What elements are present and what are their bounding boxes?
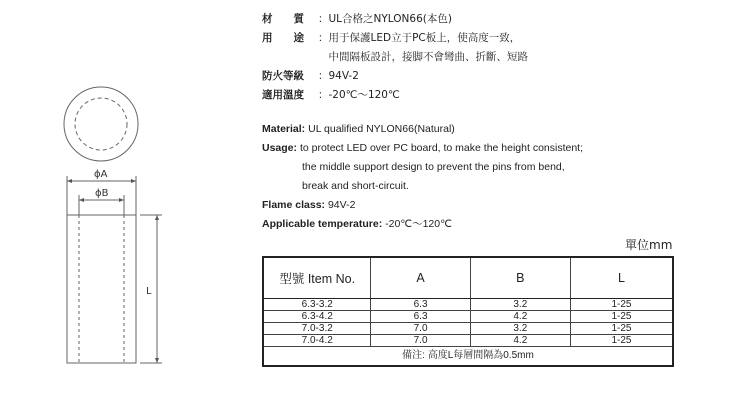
header-a: A [371, 257, 470, 299]
flame-label: Flame class: [262, 199, 326, 211]
cell-item: 7.0-3.2 [263, 323, 371, 335]
table-row [263, 335, 673, 347]
header-l: L [570, 257, 673, 299]
table-row [263, 311, 673, 323]
cell-a: 7.0 [371, 323, 470, 335]
header-item-no: 型號 Item No. [263, 257, 371, 299]
cell-b: 3.2 [470, 299, 570, 311]
spec-zh-row: 用 途 ： 用于保護LED立于PC板上，使高度一致， [262, 29, 528, 48]
table-row [263, 323, 673, 335]
spec-zh-row [262, 48, 528, 67]
cell-item: 7.0-4.2 [263, 335, 371, 347]
spec-zh-value: -20℃～120℃ [328, 89, 400, 101]
spec-zh-value: 中間隔板設計，接脚不會彎曲、折斷、短路 [328, 51, 528, 63]
cell-a: 7.0 [371, 335, 470, 347]
label-phi-a: ϕA [94, 169, 108, 180]
usage-line-2: the middle support design to prevent the pins from bend, [302, 161, 565, 173]
cell-item: 6.3-4.2 [263, 311, 371, 323]
usage-label: Usage: [262, 142, 298, 154]
spec-zh-label: 適用溫度 [262, 89, 304, 101]
label-phi-b: ϕB [95, 188, 109, 199]
cell-b: 4.2 [470, 311, 570, 323]
header-b: B [470, 257, 570, 299]
spec-zh-label: 防火等級 [262, 70, 304, 82]
spec-zh-block [262, 10, 528, 105]
unit-label: 單位mm [625, 238, 673, 252]
spec-table [262, 256, 674, 367]
spec-zh-row: 防火等級 ： 94V-2 [262, 67, 528, 86]
cell-l: 1-25 [570, 311, 673, 323]
label-l: L [146, 286, 152, 297]
cell-a: 6.3 [371, 311, 470, 323]
table-note: 備注: 高度L每層間隔為0.5mm [263, 347, 673, 367]
cell-l: 1-25 [570, 299, 673, 311]
spec-zh-row: 適用溫度 ： -20℃～120℃ [262, 86, 528, 105]
cell-a: 6.3 [371, 299, 470, 311]
spec-zh-value: 94V-2 [328, 70, 359, 82]
spacer-drawing [0, 0, 240, 409]
temp-value: -20℃～120℃ [385, 218, 452, 230]
table-header-row [263, 257, 673, 299]
spec-zh-value: UL合格之NYLON66(本色) [328, 13, 452, 25]
cell-l: 1-25 [570, 335, 673, 347]
temp-label: Applicable temperature: [262, 218, 383, 230]
spec-zh-label: 用 途 [262, 32, 304, 44]
usage-line-1: to protect LED over PC board, to make the height consistent; [299, 142, 584, 154]
table-note-row [263, 347, 673, 367]
material-value: UL qualified NYLON66(Natural) [308, 123, 455, 135]
cell-item: 6.3-3.2 [263, 299, 371, 311]
spec-zh-label: 材 質 [262, 13, 304, 25]
cell-l: 1-25 [570, 323, 673, 335]
cell-b: 4.2 [470, 335, 570, 347]
top-view-inner-circle [75, 98, 127, 150]
table-row [263, 299, 673, 311]
usage-line-3: break and short-circuit. [302, 180, 409, 192]
spec-zh-value: 用于保護LED立于PC板上，使高度一致， [328, 32, 521, 44]
cell-b: 3.2 [470, 323, 570, 335]
material-label: Material: [262, 123, 306, 135]
flame-value: 94V-2 [327, 199, 356, 211]
spec-en-block [262, 120, 583, 234]
side-view-body [67, 215, 136, 363]
spec-zh-row: 材 質 ： UL合格之NYLON66(本色) [262, 10, 528, 29]
